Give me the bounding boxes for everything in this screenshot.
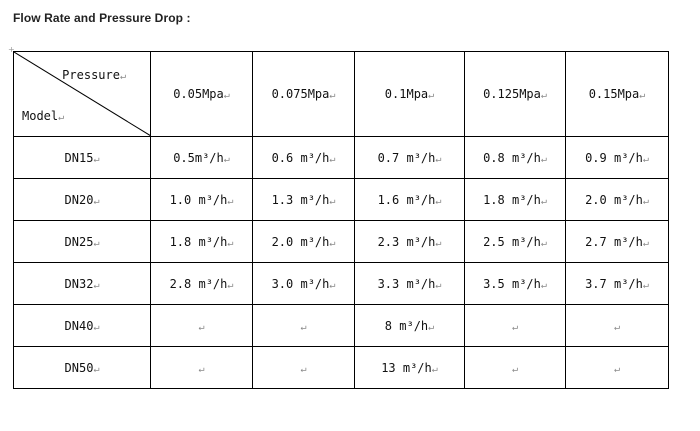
- model-cell: [14, 179, 151, 221]
- flow-rate-cell: [151, 179, 253, 221]
- return-mark-icon: ↵: [223, 90, 230, 101]
- flow-rate-cell: [253, 137, 355, 179]
- table-row: [14, 137, 669, 179]
- return-mark-icon: ↵: [435, 237, 442, 249]
- flow-rate-cell: [465, 137, 566, 179]
- return-mark-icon: ↵: [329, 237, 336, 249]
- flow-rate-value: 1.0 m³/h: [169, 192, 228, 207]
- pressure-header-text: 0.1Mpa: [384, 87, 429, 101]
- return-mark-icon: ↵: [93, 279, 100, 291]
- return-mark-icon: ↵: [431, 363, 438, 375]
- flow-rate-table: [13, 51, 669, 389]
- return-mark-icon: ↵: [300, 363, 307, 375]
- pressure-header-cell: [151, 52, 253, 137]
- flow-rate-value: 0.7 m³/h: [377, 150, 436, 165]
- return-mark-icon: ↵: [428, 90, 435, 101]
- flow-rate-cell: [566, 305, 669, 347]
- pressure-header-cell: [465, 52, 566, 137]
- flow-rate-value: 2.0 m³/h: [271, 234, 330, 249]
- flow-rate-cell: [465, 221, 566, 263]
- flow-rate-cell: [253, 347, 355, 389]
- return-mark-icon: ↵: [58, 112, 65, 123]
- flow-rate-cell: [355, 263, 465, 305]
- pressure-header-text: 0.05Mpa: [173, 87, 224, 101]
- model-cell: [14, 221, 151, 263]
- model-text: DN25: [64, 234, 94, 249]
- return-mark-icon: ↵: [511, 363, 519, 375]
- flow-rate-value: 1.6 m³/h: [377, 192, 436, 207]
- flow-rate-value: 1.8 m³/h: [169, 234, 228, 249]
- return-mark-icon: ↵: [93, 237, 100, 249]
- return-mark-icon: ↵: [642, 237, 649, 249]
- flow-rate-cell: [566, 137, 669, 179]
- return-mark-icon: ↵: [642, 195, 649, 207]
- flow-rate-value: 2.7 m³/h: [585, 234, 643, 249]
- return-mark-icon: ↵: [540, 153, 547, 165]
- flow-rate-value: 1.8 m³/h: [483, 192, 541, 207]
- return-mark-icon: ↵: [540, 279, 547, 291]
- return-mark-icon: ↵: [329, 279, 336, 291]
- pressure-header-cell: [253, 52, 355, 137]
- return-mark-icon: ↵: [642, 153, 649, 165]
- table-row: [14, 179, 669, 221]
- flow-rate-cell: [465, 347, 566, 389]
- flow-rate-cell: [566, 263, 669, 305]
- pressure-header-cell: [355, 52, 465, 137]
- flow-rate-value: 2.0 m³/h: [585, 192, 643, 207]
- return-mark-icon: ↵: [198, 321, 205, 333]
- return-mark-icon: ↵: [227, 279, 234, 291]
- pressure-label: Pressure↵: [62, 68, 126, 82]
- return-mark-icon: ↵: [540, 90, 547, 101]
- return-mark-icon: ↵: [93, 153, 100, 165]
- flow-rate-value: 2.3 m³/h: [377, 234, 436, 249]
- model-cell: [14, 263, 151, 305]
- flow-rate-value: 2.5 m³/h: [483, 234, 541, 249]
- return-mark-icon: ↵: [223, 153, 230, 165]
- model-cell: [14, 347, 151, 389]
- flow-rate-value: 3.3 m³/h: [377, 276, 436, 291]
- return-mark-icon: ↵: [540, 195, 547, 207]
- return-mark-icon: ↵: [93, 195, 100, 207]
- diagonal-divider: [14, 52, 151, 136]
- return-mark-icon: ↵: [329, 90, 336, 101]
- page-title: Flow Rate and Pressure Drop :: [13, 11, 191, 25]
- table-row: [14, 221, 669, 263]
- model-text: DN20: [64, 192, 94, 207]
- flow-rate-cell: [355, 137, 465, 179]
- return-mark-icon: ↵: [540, 237, 547, 249]
- flow-rate-cell: [566, 347, 669, 389]
- flow-rate-cell: [253, 263, 355, 305]
- flow-rate-cell: [465, 263, 566, 305]
- model-text: DN40: [64, 318, 94, 333]
- return-mark-icon: ↵: [642, 279, 649, 291]
- return-mark-icon: ↵: [435, 153, 442, 165]
- model-text: DN15: [64, 150, 94, 165]
- return-mark-icon: ↵: [511, 321, 519, 333]
- return-mark-icon: ↵: [227, 195, 234, 207]
- return-mark-icon: ↵: [613, 321, 621, 333]
- flow-rate-cell: [355, 179, 465, 221]
- flow-rate-cell: [253, 221, 355, 263]
- flow-rate-cell: [151, 221, 253, 263]
- table-row: [14, 347, 669, 389]
- flow-rate-value: 0.9 m³/h: [585, 150, 643, 165]
- return-mark-icon: ↵: [428, 321, 435, 333]
- return-mark-icon: ↵: [613, 363, 621, 375]
- header-row: [14, 52, 669, 137]
- pressure-header-text: 0.15Mpa: [588, 87, 640, 101]
- return-mark-icon: ↵: [93, 363, 100, 375]
- return-mark-icon: ↵: [329, 153, 336, 165]
- flow-rate-cell: [151, 347, 253, 389]
- flow-rate-cell: [566, 179, 669, 221]
- flow-rate-cell: [465, 305, 566, 347]
- flow-rate-cell: [355, 347, 465, 389]
- flow-rate-value: 8 m³/h: [384, 318, 429, 333]
- pressure-header-text: 0.125Mpa: [483, 87, 541, 101]
- return-mark-icon: ↵: [227, 237, 234, 249]
- flow-rate-value: 3.5 m³/h: [483, 276, 541, 291]
- return-mark-icon: ↵: [329, 195, 336, 207]
- flow-rate-value: 1.3 m³/h: [271, 192, 330, 207]
- return-mark-icon: ↵: [639, 90, 646, 101]
- flow-rate-cell: [465, 179, 566, 221]
- return-mark-icon: ↵: [435, 195, 442, 207]
- flow-rate-cell: [151, 263, 253, 305]
- flow-rate-value: 3.7 m³/h: [585, 276, 643, 291]
- table-row: [14, 263, 669, 305]
- return-mark-icon: ↵: [435, 279, 442, 291]
- flow-rate-value: 0.8 m³/h: [483, 150, 541, 165]
- return-mark-icon: ↵: [198, 363, 205, 375]
- table-row: [14, 305, 669, 347]
- flow-rate-value: 13 m³/h: [381, 360, 432, 375]
- model-text: DN32: [64, 276, 94, 291]
- return-mark-icon: ↵: [300, 321, 307, 333]
- model-label: Model↵: [22, 109, 65, 123]
- pressure-header-cell: [566, 52, 669, 137]
- flow-rate-value: 2.8 m³/h: [169, 276, 228, 291]
- flow-rate-cell: [151, 305, 253, 347]
- flow-rate-cell: [355, 305, 465, 347]
- flow-rate-cell: [151, 137, 253, 179]
- corner-header-cell: [14, 52, 151, 137]
- flow-rate-cell: [253, 179, 355, 221]
- flow-rate-cell: [355, 221, 465, 263]
- table-move-handle-icon: +: [8, 45, 15, 54]
- model-text: DN50: [64, 360, 94, 375]
- flow-rate-cell: [253, 305, 355, 347]
- flow-rate-value: 0.6 m³/h: [271, 150, 330, 165]
- flow-rate-cell: [566, 221, 669, 263]
- return-mark-icon: ↵: [119, 71, 126, 82]
- model-cell: [14, 305, 151, 347]
- model-cell: [14, 137, 151, 179]
- return-mark-icon: ↵: [93, 321, 100, 333]
- pressure-header-text: 0.075Mpa: [271, 87, 330, 101]
- flow-rate-value: 0.5m³/h: [173, 150, 224, 165]
- flow-rate-value: 3.0 m³/h: [271, 276, 330, 291]
